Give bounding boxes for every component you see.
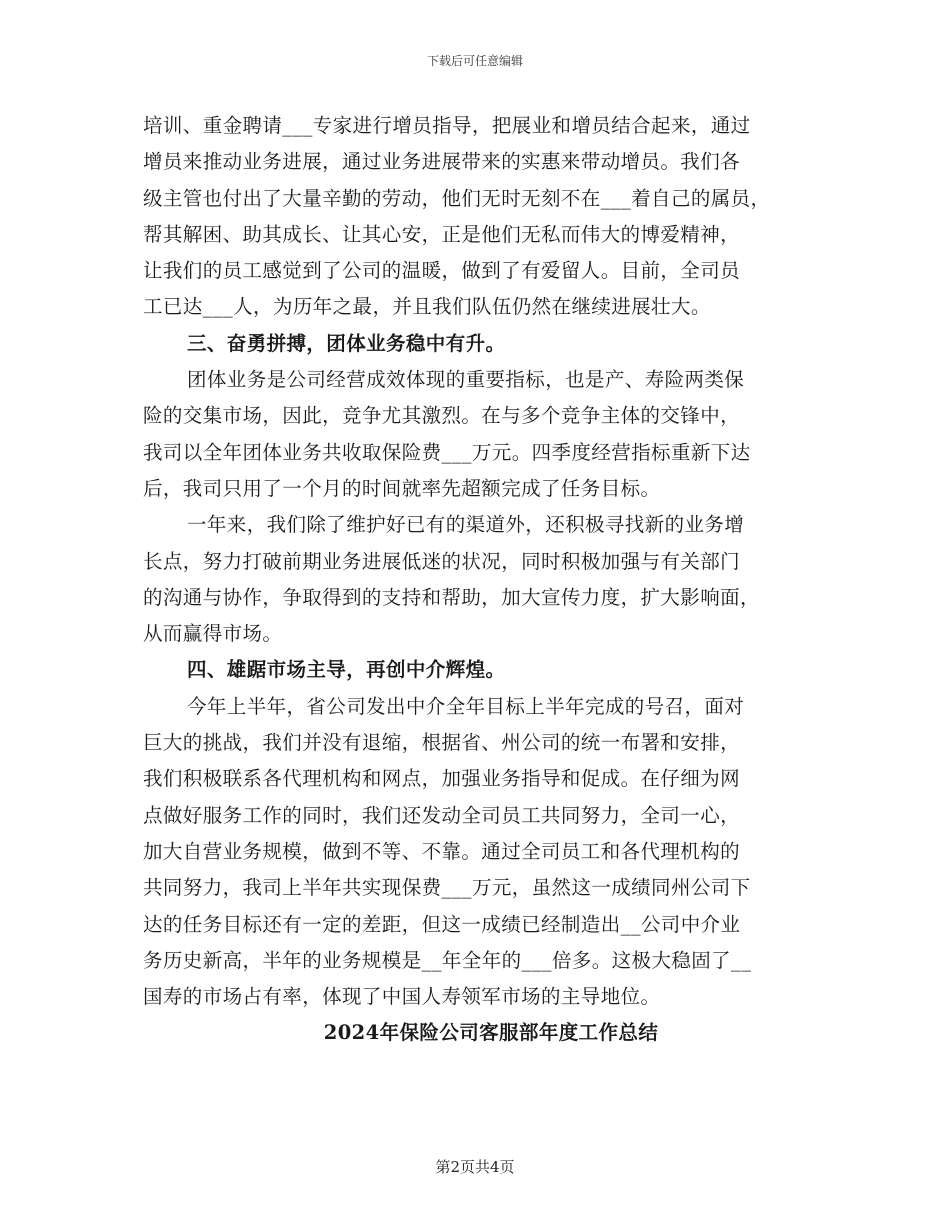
body-line: 一年来，我们除了维护好已有的渠道外，还积极寻找新的业务增 [187,513,745,537]
body-line: 务历史新高，半年的业务规模是__年全年的___倍多。这极大稳固了__ [143,948,752,972]
body-line: 后，我司只用了一个月的时间就率先超额完成了任务目标。 [143,476,661,500]
body-line: 我们积极联系各代理机构和网点，加强业务指导和促成。在仔细为网 [143,767,741,791]
body-line: 国寿的市场占有率，体现了中国人寿领军市场的主导地位。 [143,985,661,1009]
section-heading: 四、雄踞市场主导，再创中介辉煌。 [187,658,506,682]
document-body [143,108,823,1052]
body-line: 培训、重金聘请___专家进行增员指导，把展业和增员结合起来，通过 [143,114,751,137]
body-line: 达的任务目标还有一定的差距，但这一成绩已经制造出__公司中介业 [143,912,741,936]
body-line: 加大自营业务规模，做到不等、不靠。通过全司员工和各代理机构的 [143,839,741,863]
body-line: 级主管也付出了大量辛勤的劳动，他们无时无刻不在___着自己的属员， [143,186,771,210]
body-line: 的沟通与协作，争取得到的支持和帮助，加大宣传力度，扩大影响面， [143,585,760,609]
body-line: 增员来推动业务进展，通过业务进展带来的实惠来带动增员。我们各 [143,150,741,174]
body-line: 从而赢得市场。 [143,622,283,646]
document-title: 2024年保险公司客服部年度工作总结 [323,1021,659,1045]
body-line: 长点，努力打破前期业务进展低迷的状况，同时积极加强与有关部门 [143,549,741,573]
body-line: 共同努力，我司上半年共实现保费___万元，虽然这一成绩同州公司下 [143,876,751,900]
body-line: 工已达___人，为历年之最，并且我们队伍仍然在继续进展壮大。 [143,295,711,319]
body-line: 我司以全年团体业务共收取保险费___万元。四季度经营指标重新下达 [143,440,751,464]
section-heading: 三、奋勇拼搏，团体业务稳中有升。 [187,331,506,355]
body-line: 团体业务是公司经营成效体现的重要指标，也是产、寿险两类保 [187,368,745,392]
body-line: 巨大的挑战，我们并没有退缩，根据省、州公司的统一布署和安排， [143,731,741,755]
body-line: 点做好服务工作的同时，我们还发动全司员工共同努力，全司一心， [143,803,741,827]
body-line: 让我们的员工感觉到了公司的温暖，做到了有爱留人。目前，全司员 [143,259,741,283]
body-line: 险的交集市场，因此，竞争尤其激烈。在与多个竞争主体的交锋中， [143,404,741,428]
page-number: 第2页共4页 [435,1158,515,1176]
body-line: 帮其解困、助其成长、让其心安，正是他们无私而伟大的博爱精神， [143,222,741,246]
page-header-note: 下载后可任意编辑 [426,54,523,68]
body-line: 今年上半年，省公司发出中介全年目标上半年完成的号召，面对 [187,694,745,718]
